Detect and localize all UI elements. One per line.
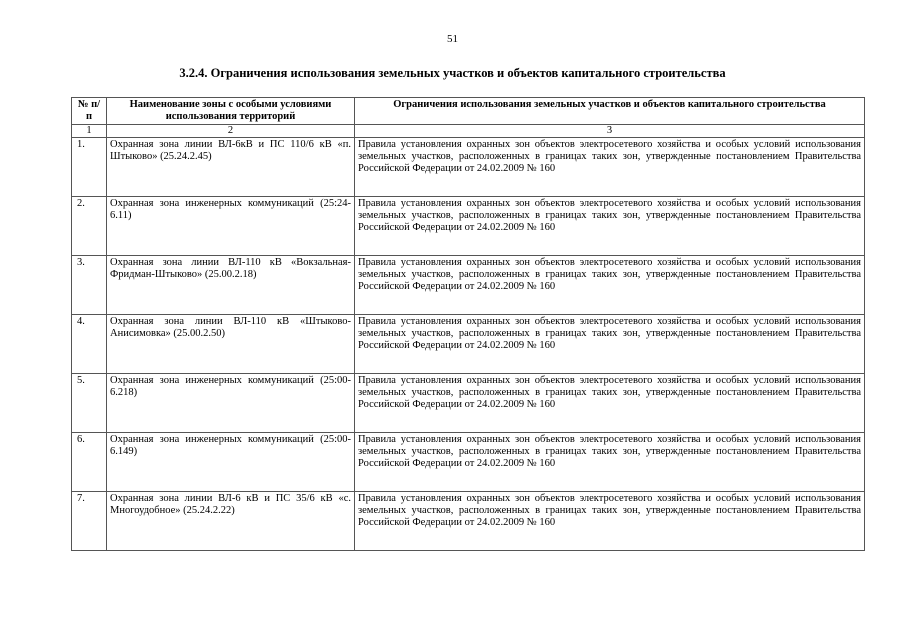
header-zone: Наименование зоны с особыми условиями использования территорий [107,98,355,125]
restriction-text: Правила установления охранных зон объектов электросетевого хозяйства и особых условий использования земельных участков, расположенных в границах таких зон, утвержденные постановлением Правительства Российской Федерации от 24.02.2009 № 160 [355,315,865,374]
table-row [72,492,865,551]
table-row [72,138,865,197]
restriction-text: Правила установления охранных зон объектов электросетевого хозяйства и особых условий использования земельных участков, расположенных в границах таких зон, утвержденные постановлением Правительства Российской Федерации от 24.02.2009 № 160 [355,492,865,551]
header-num: № п/п [72,98,107,125]
header-restriction: Ограничения использования земельных участков и объектов капитального строительства [355,98,865,125]
table-row [72,256,865,315]
zone-name: Охранная зона инженерных коммуникаций (25:24-6.11) [107,197,355,256]
table-row [72,374,865,433]
table-row [72,197,865,256]
column-number: 2 [107,125,355,138]
restriction-text: Правила установления охранных зон объектов электросетевого хозяйства и особых условий использования земельных участков, расположенных в границах таких зон, утвержденные постановлением Правительства Российской Федерации от 24.02.2009 № 160 [355,433,865,492]
restriction-text: Правила установления охранных зон объектов электросетевого хозяйства и особых условий использования земельных участков, расположенных в границах таких зон, утвержденные постановлением Правительства Российской Федерации от 24.02.2009 № 160 [355,138,865,197]
row-number: 1. [72,138,107,197]
column-number-row [72,125,865,138]
page-number: 51 [447,33,458,45]
column-number: 1 [72,125,107,138]
restriction-text: Правила установления охранных зон объектов электросетевого хозяйства и особых условий использования земельных участков, расположенных в границах таких зон, утвержденные постановлением Правительства Российской Федерации от 24.02.2009 № 160 [355,374,865,433]
zone-name: Охранная зона инженерных коммуникаций (25:00-6.149) [107,433,355,492]
table-header-row [72,98,865,125]
zone-name: Охранная зона инженерных коммуникаций (25:00-6.218) [107,374,355,433]
table-row [72,315,865,374]
restriction-text: Правила установления охранных зон объектов электросетевого хозяйства и особых условий использования земельных участков, расположенных в границах таких зон, утвержденные постановлением Правительства Российской Федерации от 24.02.2009 № 160 [355,197,865,256]
zone-name: Охранная зона линии ВЛ-6кВ и ПС 110/6 кВ «п. Штыково» (25.24.2.45) [107,138,355,197]
row-number: 4. [72,315,107,374]
table-row [72,433,865,492]
column-number: 3 [355,125,865,138]
zone-name: Охранная зона линии ВЛ-110 кВ «Вокзальная-Фридман-Штыково» (25.00.2.18) [107,256,355,315]
restriction-text: Правила установления охранных зон объектов электросетевого хозяйства и особых условий использования земельных участков, расположенных в границах таких зон, утвержденные постановлением Правительства Российской Федерации от 24.02.2009 № 160 [355,256,865,315]
zone-name: Охранная зона линии ВЛ-110 кВ «Штыково-Анисимовка» (25.00.2.50) [107,315,355,374]
row-number: 3. [72,256,107,315]
row-number: 5. [72,374,107,433]
row-number: 7. [72,492,107,551]
restrictions-table [71,97,865,551]
row-number: 6. [72,433,107,492]
zone-name: Охранная зона линии ВЛ-6 кВ и ПС 35/6 кВ «с. Многоудобное» (25.24.2.22) [107,492,355,551]
section-title: 3.2.4. Ограничения использования земельных участков и объектов капитального строительства [179,66,726,80]
row-number: 2. [72,197,107,256]
